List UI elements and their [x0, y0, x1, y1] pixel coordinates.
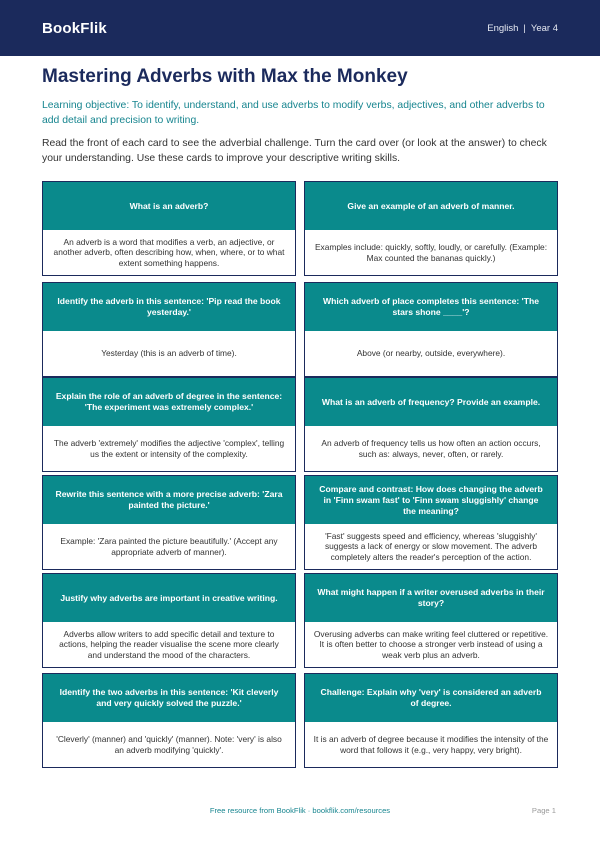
subject-label: English — [487, 22, 519, 34]
card-question: Give an example of an adverb of manner. — [305, 182, 557, 230]
learning-objective: Learning objective: To identify, understand, and use adverbs to modify verbs, adjectives, and other adverbs to add detail and precision to writing. — [42, 100, 545, 126]
card-answer: Overusing adverbs can make writing feel cluttered or repetitive. It is often better to choose a stronger verb instead of using a weak verb plus an adverb. — [313, 628, 549, 660]
year-label: Year 4 — [530, 22, 558, 34]
brand-logo[interactable]: BookFlik — [42, 19, 107, 37]
flashcard[interactable] — [42, 573, 296, 668]
card-answer: Yesterday (this is an adverb of time). — [101, 348, 237, 359]
card-answer: The adverb 'extremely' modifies the adjective 'complex', telling us the extent or intensity of the complexity. — [53, 437, 285, 459]
card-answer: Above (or nearby, outside, everywhere). — [356, 348, 506, 359]
card-question: Identify the two adverbs in this sentence: 'Kit cleverly and very quickly solved the puzzle.' — [43, 674, 295, 722]
flashcard[interactable] — [42, 282, 296, 377]
footer-source-link[interactable]: Free resource from BookFlik · bookflik.com/resources — [209, 806, 391, 815]
card-answer: An adverb of frequency tells us how often an action occurs, such as: always, never, often, or rarely. — [321, 437, 541, 459]
card-question: What is an adverb of frequency? Provide an example. — [305, 378, 557, 426]
card-question: Rewrite this sentence with a more precise adverb: 'Zara painted the picture.' — [43, 476, 295, 524]
flashcard[interactable] — [304, 181, 558, 276]
card-answer: 'Cleverly' (manner) and 'quickly' (manner). Note: 'very' is also an adverb modifying 'quickly'. — [56, 733, 282, 755]
flashcard[interactable] — [42, 475, 296, 570]
card-question: Which adverb of place completes this sentence: 'The stars shone ____'? — [305, 283, 557, 331]
card-answer: 'Fast' suggests speed and efficiency, whereas 'sluggishly' suggests a lack of energy or slow movement. The adverb completely alters the reader's perception of the action. — [324, 530, 538, 562]
card-question: Justify why adverbs are important in creative writing. — [43, 574, 295, 622]
flashcard[interactable] — [304, 573, 558, 668]
meta-separator: | — [523, 22, 526, 34]
flashcard[interactable] — [304, 475, 558, 570]
card-answer: Adverbs allow writers to add specific detail and texture to actions, helping the reader visualise the scene more clearly and understand the mood of the characters. — [59, 628, 279, 660]
footer — [0, 806, 600, 820]
card-answer: It is an adverb of degree because it modifies the intensity of the word that follows it (e.g., very happy, very bright). — [313, 733, 549, 755]
flashcard[interactable] — [42, 181, 296, 276]
instructions: Read the front of each card to see the adverbial challenge. Turn the card over (or look at the answer) to check your understanding. Use these cards to improve your descriptive writing skills. — [42, 138, 547, 164]
card-answer: An adverb is a word that modifies a verb, an adjective, or another adverb, often describing how, when, where, or to what extent something happens. — [53, 236, 285, 268]
flashcard[interactable] — [42, 673, 296, 768]
card-question: Explain the role of an adverb of degree in the sentence: 'The experiment was extremely complex.' — [43, 378, 295, 426]
card-question: Compare and contrast: How does changing the adverb in 'Finn swam fast' to 'Finn swam sluggishly' change the meaning? — [305, 476, 557, 524]
subject-year — [487, 23, 558, 34]
card-answer: Example: 'Zara painted the picture beautifully.' (Accept any appropriate adverb of manner). — [60, 535, 278, 557]
card-answer: Examples include: quickly, softly, loudly, or carefully. (Example: Max counted the bananas quickly.) — [314, 241, 548, 263]
page-title: Mastering Adverbs with Max the Monkey — [42, 66, 408, 87]
card-question: Identify the adverb in this sentence: 'Pip read the book yesterday.' — [43, 283, 295, 331]
flashcard[interactable] — [304, 673, 558, 768]
card-question: Challenge: Explain why 'very' is considered an adverb of degree. — [305, 674, 557, 722]
card-question: What is an adverb? — [43, 182, 295, 230]
flashcard[interactable] — [304, 282, 558, 377]
header-bar — [0, 0, 600, 56]
flashcard[interactable] — [304, 377, 558, 472]
page-number: Page 1 — [531, 806, 556, 815]
card-question: What might happen if a writer overused adverbs in their story? — [305, 574, 557, 622]
flashcard[interactable] — [42, 377, 296, 472]
